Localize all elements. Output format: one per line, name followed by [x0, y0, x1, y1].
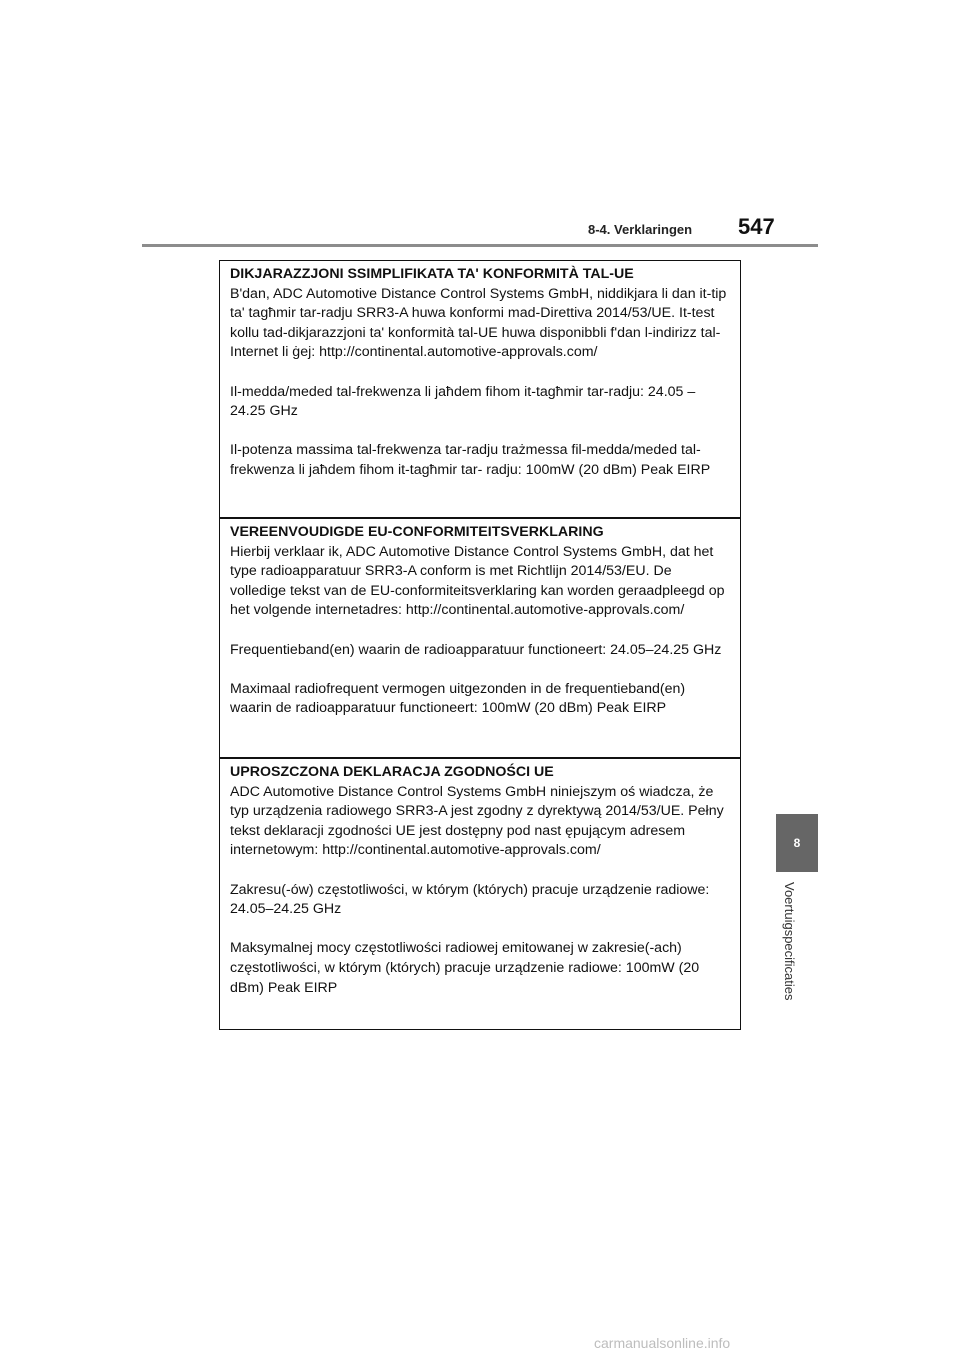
declaration-box-polish — [219, 758, 741, 1030]
declaration-title: DIKJARAZZJONI SSIMPLIFIKATA TA' KONFORMITÀ TAL-UE — [230, 266, 634, 282]
watermark: carmanualsonline.info — [594, 1335, 731, 1351]
declaration-paragraph: Maximaal radiofrequent vermogen uitgezonden in de frequentieband(en) waarin de radioapparatuur functioneert: 100mW (20 dBm) Peak EIRP — [230, 680, 686, 717]
declaration-paragraph: Hierbij verklaar ik, ADC Automotive Distance Control Systems GmbH, dat het type radioapparatuur SRR3-A conform is met Richtlijn 2014/53/EU. De volledige tekst van de EU-conformiteitsverklaring kan worden geraadpleegd op het volgende internetadres: http://continental.automotive-approvals.com/ — [230, 543, 725, 619]
chapter-tab — [776, 814, 818, 872]
declaration-box-maltese — [219, 260, 741, 518]
declaration-paragraph: B'dan, ADC Automotive Distance Control Systems GmbH, niddikjara li dan it-tip ta' tagħmir tar-radju SRR3-A huwa konformi mad-Direttiva 2014/53/UE. It-test kollu tad-dikjarazzjoni ta' konformità tal-UE huwa disponibbli f'dan l-indirizz tal-Internet li ġej: http://continental.automotive-approvals.com/ — [230, 285, 727, 361]
declaration-paragraph: Zakresu(-ów) częstotliwości, w którym (których) pracuje urządzenie radiowe: 24.05–24.25 GHz — [230, 881, 710, 918]
chapter-side-label: Voertuigspecificaties — [782, 882, 797, 1001]
chapter-number: 8 — [793, 836, 801, 850]
section-title: 8-4. Verklaringen — [588, 222, 693, 237]
declaration-title: VEREENVOUDIGDE EU-CONFORMITEITSVERKLARING — [230, 524, 604, 540]
declaration-box-dutch — [219, 518, 741, 758]
declaration-paragraph: Il-medda/meded tal-frekwenza li jaħdem fihom it-tagħmir tar-radju: 24.05 –24.25 GHz — [230, 383, 696, 420]
declaration-paragraph: Frequentieband(en) waarin de radioapparatuur functioneert: 24.05–24.25 GHz — [230, 641, 722, 658]
header-divider — [142, 244, 818, 247]
declaration-paragraph: Il-potenza massima tal-frekwenza tar-radju trażmessa fil-medda/meded tal-frekwenza li jaħdem fihom it-tagħmir tar- radju: 100mW (20 dBm) Peak EIRP — [230, 442, 711, 478]
declaration-title: UPROSZCZONA DEKLARACJA ZGODNOŚCI UE — [230, 764, 554, 780]
page-number: 547 — [738, 214, 775, 239]
declaration-paragraph: Maksymalnej mocy częstotliwości radiowej emitowanej w zakresie(-ach) częstotliwości, w którym (których) pracuje urządzenie radiowe: 100mW (20 dBm) Peak EIRP — [230, 940, 700, 996]
declaration-paragraph: ADC Automotive Distance Control Systems GmbH niniejszym oś wiadcza, że typ urządzenia radiowego SRR3-A jest zgodny z dyrektywą 2014/53/UE. Pełny tekst deklaracji zgodności UE jest dostępny pod nast ępującym adresem internetowym: http://continental.automotive-approvals.com/ — [230, 783, 724, 859]
